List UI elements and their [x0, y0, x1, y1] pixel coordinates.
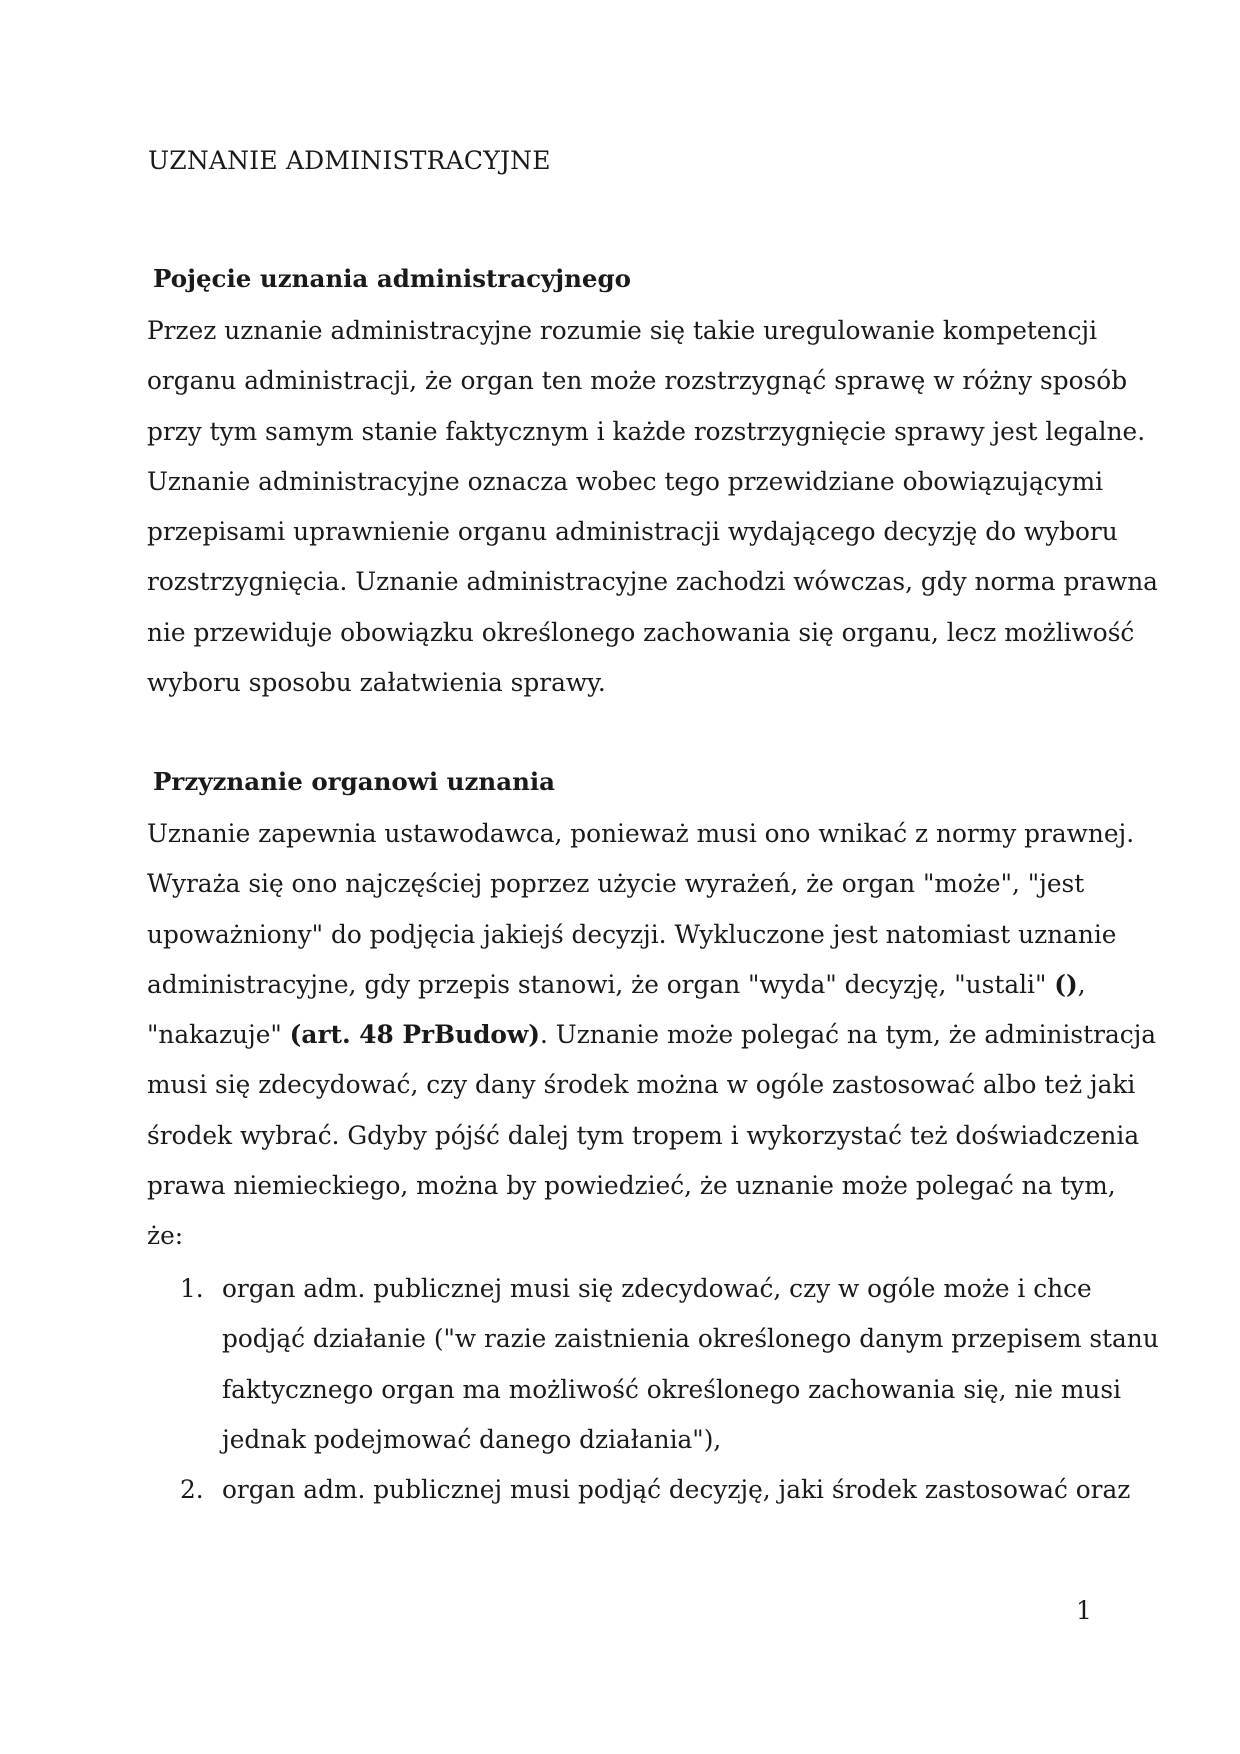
list-item-line: organ adm. publicznej musi podjąć decyzję, jaki środek zastosować oraz — [222, 1475, 1131, 1505]
section-heading-pojecie: Pojęcie uznania administracyjnego — [153, 264, 631, 293]
section-heading-przyznanie: Przyznanie organowi uznania — [153, 767, 556, 796]
list-item-line: jednak podejmować danego działania"), — [222, 1424, 722, 1454]
list-item-line: organ adm. publicznej musi się zdecydować, czy w ogóle może i chce — [222, 1274, 1092, 1303]
text-line-mixed — [147, 1010, 1157, 1060]
list-item — [180, 1264, 1159, 1465]
page-number: 1 — [1076, 1596, 1092, 1625]
document-title: UZNANIE ADMINISTRACYJNE — [148, 146, 551, 175]
text-run: . Uznanie może polegać na tym, że administracja — [540, 1020, 1157, 1050]
text-line: Uznanie administracyjne oznacza wobec tego przewidziane obowiązującymi — [147, 466, 1104, 496]
text-run: , — [1077, 969, 1086, 999]
list-item-line: faktycznego organ ma możliwość określonego zachowania się, nie musi — [222, 1374, 1122, 1404]
text-line: przepisami uprawnienie organu administracji wydającego decyzję do wyboru — [147, 517, 1118, 547]
text-line: że: — [147, 1221, 184, 1251]
bold-reference: () — [1054, 969, 1078, 999]
text-line: Uznanie zapewnia ustawodawca, ponieważ musi ono wnikać z normy prawnej. — [147, 819, 1135, 848]
list-item-number: 2. — [180, 1475, 204, 1505]
text-run: "nakazuje" — [147, 1020, 290, 1050]
text-line: środek wybrać. Gdyby pójść dalej tym tropem i wykorzystać też doświadczenia — [147, 1120, 1140, 1150]
text-line: Wyraża się ono najczęściej poprzez użycie wyrażeń, że organ "może", "jest — [147, 869, 1085, 899]
text-run: administracyjne, gdy przepis stanowi, że organ "wyda" decyzję, "ustali" — [147, 969, 1055, 999]
text-line: wyboru sposobu załatwienia sprawy. — [147, 668, 606, 698]
text-line: prawa niemieckiego, można by powiedzieć, że uznanie może polegać na tym, — [147, 1171, 1116, 1201]
text-line: nie przewiduje obowiązku określonego zachowania się organu, lecz możliwość — [147, 617, 1135, 647]
text-line: upoważniony" do podjęcia jakiejś decyzji. Wykluczone jest natomiast uznanie — [147, 919, 1117, 949]
text-line: organu administracji, że organ ten może rozstrzygnąć sprawę w różny sposób — [147, 366, 1128, 396]
numbered-list — [180, 1264, 1159, 1515]
list-item-number: 1. — [180, 1274, 204, 1303]
text-line: Przez uznanie administracyjne rozumie się takie uregulowanie kompetencji — [147, 316, 1098, 345]
section-body-przyznanie — [147, 809, 1157, 1262]
section-body-pojecie — [147, 306, 1158, 708]
list-item — [180, 1465, 1131, 1515]
text-line-mixed — [147, 960, 1107, 1010]
bold-reference-art-48: (art. 48 PrBudow) — [289, 1020, 541, 1050]
text-line: musi się zdecydować, czy dany środek można w ogóle zastosować albo też jaki — [147, 1070, 1136, 1100]
text-line: przy tym samym stanie faktycznym i każde rozstrzygnięcie sprawy jest legalne. — [147, 416, 1146, 446]
text-line: rozstrzygnięcia. Uznanie administracyjne zachodzi wówczas, gdy norma prawna — [147, 567, 1158, 597]
list-item-line: podjąć działanie ("w razie zaistnienia określonego danym przepisem stanu — [222, 1324, 1159, 1354]
